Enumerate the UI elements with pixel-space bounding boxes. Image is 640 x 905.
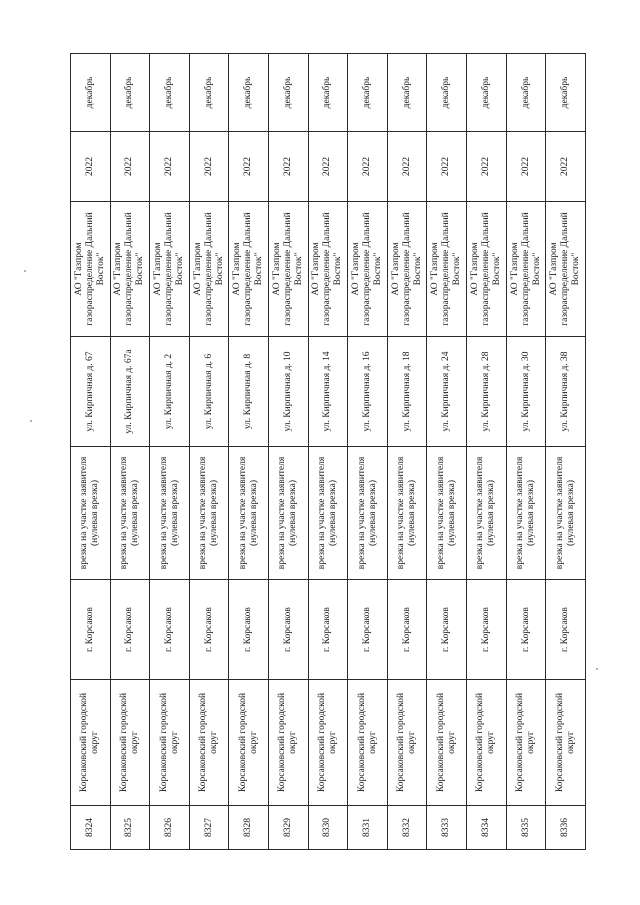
address-cell: ул. Кирпичная д. 24	[427, 337, 467, 447]
organization-cell: АО "Газпром газораспределение Дальний Восток"	[189, 202, 229, 337]
row-number-cell: 8335	[506, 806, 546, 850]
scan-speck	[24, 270, 26, 272]
table-row	[189, 54, 229, 850]
organization-cell: АО "Газпром газораспределение Дальний Восток"	[427, 202, 467, 337]
work-type-cell: врезка на участке заявителя (нулевая врезка)	[150, 447, 190, 580]
address-cell: ул. Кирпичная д. 38	[546, 337, 586, 447]
row-number-cell: 8325	[110, 806, 150, 850]
month-cell: декабрь	[427, 54, 467, 132]
work-type-cell: врезка на участке заявителя (нулевая врезка)	[308, 447, 348, 580]
month-cell: декабрь	[506, 54, 546, 132]
address-cell: ул. Кирпичная д. 14	[308, 337, 348, 447]
address-cell: ул. Кирпичная д. 30	[506, 337, 546, 447]
month-cell: декабрь	[229, 54, 269, 132]
row-number-cell: 8331	[348, 806, 388, 850]
city-cell: г. Корсаков	[71, 580, 111, 680]
address-cell: ул. Кирпичная д. 6	[189, 337, 229, 447]
district-cell: Корсаковский городской округ	[110, 680, 150, 806]
organization-cell: АО "Газпром газораспределение Дальний Восток"	[506, 202, 546, 337]
table-row	[387, 54, 427, 850]
city-cell: г. Корсаков	[467, 580, 507, 680]
district-cell: Корсаковский городской округ	[348, 680, 388, 806]
row-number-cell: 8336	[546, 806, 586, 850]
table-row	[150, 54, 190, 850]
year-cell: 2022	[71, 132, 111, 202]
year-cell: 2022	[150, 132, 190, 202]
city-cell: г. Корсаков	[110, 580, 150, 680]
table-row	[348, 54, 388, 850]
district-cell: Корсаковский городской округ	[387, 680, 427, 806]
district-cell: Корсаковский городской округ	[467, 680, 507, 806]
table-row	[71, 54, 111, 850]
city-cell: г. Корсаков	[189, 580, 229, 680]
year-cell: 2022	[546, 132, 586, 202]
table-row	[110, 54, 150, 850]
year-cell: 2022	[348, 132, 388, 202]
gas-connection-table	[70, 53, 586, 850]
year-cell: 2022	[189, 132, 229, 202]
district-cell: Корсаковский городской округ	[269, 680, 309, 806]
month-cell: декабрь	[387, 54, 427, 132]
city-cell: г. Корсаков	[506, 580, 546, 680]
organization-cell: АО "Газпром газораспределение Дальний Восток"	[308, 202, 348, 337]
address-cell: ул. Кирпичная д. 10	[269, 337, 309, 447]
row-number-cell: 8332	[387, 806, 427, 850]
organization-cell: АО "Газпром газораспределение Дальний Восток"	[467, 202, 507, 337]
organization-cell: АО "Газпром газораспределение Дальний Восток"	[546, 202, 586, 337]
month-cell: декабрь	[269, 54, 309, 132]
city-cell: г. Корсаков	[348, 580, 388, 680]
work-type-cell: врезка на участке заявителя (нулевая врезка)	[269, 447, 309, 580]
district-cell: Корсаковский городской округ	[546, 680, 586, 806]
table-row	[546, 54, 586, 850]
district-cell: Корсаковский городской округ	[189, 680, 229, 806]
year-cell: 2022	[506, 132, 546, 202]
address-cell: ул. Кирпичная д. 18	[387, 337, 427, 447]
month-cell: декабрь	[467, 54, 507, 132]
city-cell: г. Корсаков	[269, 580, 309, 680]
work-type-cell: врезка на участке заявителя (нулевая врезка)	[71, 447, 111, 580]
address-cell: ул. Кирпичная д. 67	[71, 337, 111, 447]
table-row	[269, 54, 309, 850]
month-cell: декабрь	[308, 54, 348, 132]
year-cell: 2022	[308, 132, 348, 202]
address-cell: ул. Кирпичная д. 28	[467, 337, 507, 447]
address-cell: ул. Кирпичная д. 2	[150, 337, 190, 447]
work-type-cell: врезка на участке заявителя (нулевая врезка)	[506, 447, 546, 580]
city-cell: г. Корсаков	[308, 580, 348, 680]
scan-speck	[596, 668, 598, 670]
year-cell: 2022	[387, 132, 427, 202]
city-cell: г. Корсаков	[546, 580, 586, 680]
district-cell: Корсаковский городской округ	[308, 680, 348, 806]
work-type-cell: врезка на участке заявителя (нулевая врезка)	[348, 447, 388, 580]
table-row	[229, 54, 269, 850]
table-row	[308, 54, 348, 850]
district-cell: Корсаковский городской округ	[229, 680, 269, 806]
year-cell: 2022	[229, 132, 269, 202]
scan-speck	[30, 420, 32, 422]
year-cell: 2022	[427, 132, 467, 202]
city-cell: г. Корсаков	[229, 580, 269, 680]
district-cell: Корсаковский городской округ	[506, 680, 546, 806]
month-cell: декабрь	[189, 54, 229, 132]
row-number-cell: 8330	[308, 806, 348, 850]
city-cell: г. Корсаков	[387, 580, 427, 680]
table-row	[506, 54, 546, 850]
row-number-cell: 8327	[189, 806, 229, 850]
month-cell: декабрь	[110, 54, 150, 132]
organization-cell: АО "Газпром газораспределение Дальний Восток"	[269, 202, 309, 337]
month-cell: декабрь	[348, 54, 388, 132]
month-cell: декабрь	[150, 54, 190, 132]
organization-cell: АО "Газпром газораспределение Дальний Восток"	[348, 202, 388, 337]
work-type-cell: врезка на участке заявителя (нулевая врезка)	[427, 447, 467, 580]
city-cell: г. Корсаков	[150, 580, 190, 680]
address-cell: ул. Кирпичная д. 16	[348, 337, 388, 447]
work-type-cell: врезка на участке заявителя (нулевая врезка)	[229, 447, 269, 580]
work-type-cell: врезка на участке заявителя (нулевая врезка)	[467, 447, 507, 580]
row-number-cell: 8324	[71, 806, 111, 850]
city-cell: г. Корсаков	[427, 580, 467, 680]
work-type-cell: врезка на участке заявителя (нулевая врезка)	[110, 447, 150, 580]
row-number-cell: 8326	[150, 806, 190, 850]
month-cell: декабрь	[546, 54, 586, 132]
organization-cell: АО "Газпром газораспределение Дальний Восток"	[110, 202, 150, 337]
work-type-cell: врезка на участке заявителя (нулевая врезка)	[546, 447, 586, 580]
row-number-cell: 8329	[269, 806, 309, 850]
work-type-cell: врезка на участке заявителя (нулевая врезка)	[387, 447, 427, 580]
organization-cell: АО "Газпром газораспределение Дальний Восток"	[150, 202, 190, 337]
table-row	[467, 54, 507, 850]
address-cell: ул. Кирпичная д. 8	[229, 337, 269, 447]
organization-cell: АО "Газпром газораспределение Дальний Восток"	[387, 202, 427, 337]
work-type-cell: врезка на участке заявителя (нулевая врезка)	[189, 447, 229, 580]
row-number-cell: 8328	[229, 806, 269, 850]
rotated-table-container	[70, 54, 586, 850]
table-row	[427, 54, 467, 850]
district-cell: Корсаковский городской округ	[71, 680, 111, 806]
address-cell: ул. Кирпичная д. 67а	[110, 337, 150, 447]
year-cell: 2022	[269, 132, 309, 202]
row-number-cell: 8333	[427, 806, 467, 850]
district-cell: Корсаковский городской округ	[427, 680, 467, 806]
year-cell: 2022	[467, 132, 507, 202]
row-number-cell: 8334	[467, 806, 507, 850]
organization-cell: АО "Газпром газораспределение Дальний Восток"	[229, 202, 269, 337]
month-cell: декабрь	[71, 54, 111, 132]
organization-cell: АО "Газпром газораспределение Дальний Восток"	[71, 202, 111, 337]
year-cell: 2022	[110, 132, 150, 202]
district-cell: Корсаковский городской округ	[150, 680, 190, 806]
